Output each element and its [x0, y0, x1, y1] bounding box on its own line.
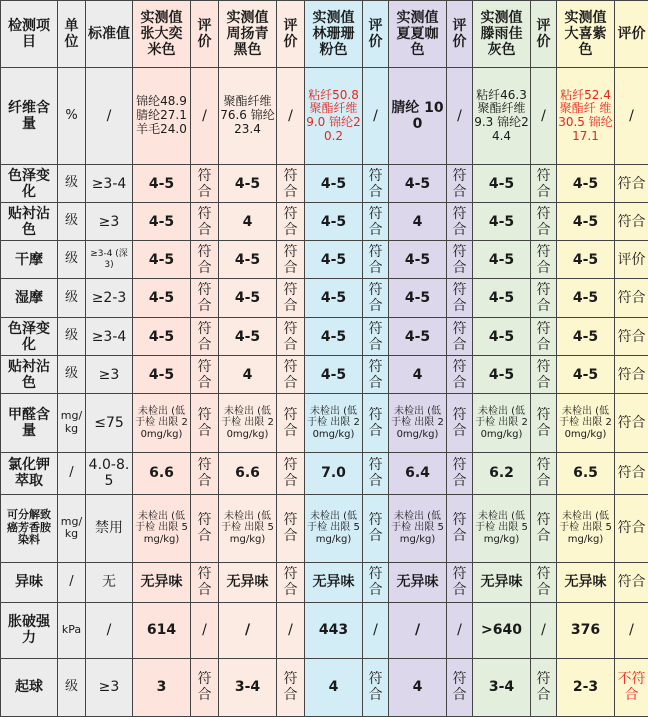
sample-c-value: 未检出 (低于检 出限 20mg/kg) — [305, 394, 363, 452]
header-eval-d: 评价 — [447, 1, 473, 68]
sample-c-value: 4-5 — [305, 356, 363, 394]
sample-a-value: 614 — [133, 602, 191, 658]
row-standard: ≥3-4 — [86, 318, 133, 356]
sample-e-value: 粘纤46.3 聚酯纤维 9.3 锦纶24.4 — [473, 68, 531, 165]
sample-a-value: 4-5 — [133, 203, 191, 241]
sample-e-eval: 符合 — [531, 203, 557, 241]
sample-a-value: 4-5 — [133, 279, 191, 318]
sample-c-value: 粘纤50.8 聚酯纤维 9.0 锦纶20.2 — [305, 68, 363, 165]
sample-c-value: 4-5 — [305, 241, 363, 279]
sample-c-eval: / — [363, 602, 389, 658]
sample-c-value: 4 — [305, 658, 363, 716]
sample-a-value: 未检出 (低于检 出限 20mg/kg) — [133, 394, 191, 452]
sample-b-eval: 符合 — [277, 494, 305, 562]
table-row — [1, 241, 648, 279]
sample-f-value: 未检出 (低于检 出限 20mg/kg) — [557, 394, 615, 452]
sample-b-eval: 符合 — [277, 165, 305, 203]
sample-b-value: 4 — [219, 203, 277, 241]
sample-a-eval: 符合 — [191, 279, 219, 318]
sample-a-eval: 符合 — [191, 562, 219, 602]
header-sample-c: 实测值林珊珊粉色 — [305, 1, 363, 68]
sample-f-eval: 符合 — [615, 494, 648, 562]
header-sample-a: 实测值张大奕米色 — [133, 1, 191, 68]
row-unit: 级 — [58, 165, 86, 203]
sample-e-eval: 符合 — [531, 241, 557, 279]
row-standard: ≥3 — [86, 203, 133, 241]
row-item-label: 湿摩 — [1, 279, 58, 318]
row-item-label: 干摩 — [1, 241, 58, 279]
sample-a-value: 6.6 — [133, 452, 191, 494]
header-sample-f: 实测值大喜紫色 — [557, 1, 615, 68]
sample-c-eval: 符合 — [363, 203, 389, 241]
sample-d-eval: 符合 — [447, 318, 473, 356]
sample-d-value: 未检出 (低于检 出限 20mg/kg) — [389, 394, 447, 452]
sample-d-value: 4-5 — [389, 279, 447, 318]
row-unit: mg/kg — [58, 394, 86, 452]
sample-f-eval: 评价 — [615, 241, 648, 279]
sample-f-value: 2-3 — [557, 658, 615, 716]
sample-e-eval: / — [531, 68, 557, 165]
sample-d-eval: 符合 — [447, 562, 473, 602]
sample-e-eval: 符合 — [531, 165, 557, 203]
header-standard: 标准值 — [86, 1, 133, 68]
sample-a-eval: 符合 — [191, 494, 219, 562]
sample-c-eval: 符合 — [363, 494, 389, 562]
table-row — [1, 658, 648, 716]
sample-a-eval: 符合 — [191, 658, 219, 716]
sample-e-eval: 符合 — [531, 394, 557, 452]
row-standard: 禁用 — [86, 494, 133, 562]
row-item-label: 色泽变化 — [1, 318, 58, 356]
row-unit: / — [58, 452, 86, 494]
row-unit: / — [58, 562, 86, 602]
sample-a-eval: 符合 — [191, 203, 219, 241]
sample-c-value: 无异味 — [305, 562, 363, 602]
sample-f-value: 4-5 — [557, 165, 615, 203]
row-unit: 级 — [58, 658, 86, 716]
header-unit: 单位 — [58, 1, 86, 68]
sample-b-eval: 符合 — [277, 279, 305, 318]
sample-d-value: 4-5 — [389, 318, 447, 356]
sample-b-eval: 符合 — [277, 394, 305, 452]
sample-f-eval-fail: 不符合 — [615, 658, 648, 716]
table-row — [1, 494, 648, 562]
sample-f-value: 4-5 — [557, 279, 615, 318]
sample-f-value: 粘纤52.4 聚酯纤 维30.5 锦纶17.1 — [557, 68, 615, 165]
header-eval-a: 评价 — [191, 1, 219, 68]
sample-d-eval: 符合 — [447, 279, 473, 318]
sample-e-value: 无异味 — [473, 562, 531, 602]
table-row — [1, 279, 648, 318]
sample-b-eval: / — [277, 68, 305, 165]
sample-e-value: 未检出 (低于检 出限 5mg/kg) — [473, 494, 531, 562]
sample-b-eval: 符合 — [277, 562, 305, 602]
sample-c-value: 4-5 — [305, 165, 363, 203]
sample-e-eval: 符合 — [531, 318, 557, 356]
sample-d-value: 4 — [389, 658, 447, 716]
sample-e-value: 4-5 — [473, 318, 531, 356]
row-unit: 级 — [58, 318, 86, 356]
sample-b-value: 未检出 (低于检 出限 5mg/kg) — [219, 494, 277, 562]
sample-f-eval: 符合 — [615, 165, 648, 203]
row-standard: ≥3-4 (深3) — [86, 241, 133, 279]
sample-b-eval: 符合 — [277, 241, 305, 279]
sample-e-value: 6.2 — [473, 452, 531, 494]
row-standard: ≥2-3 — [86, 279, 133, 318]
row-item-label: 异味 — [1, 562, 58, 602]
table-row — [1, 165, 648, 203]
sample-e-eval: 符合 — [531, 494, 557, 562]
table-row — [1, 452, 648, 494]
sample-f-value: 4-5 — [557, 356, 615, 394]
sample-a-value: 4-5 — [133, 318, 191, 356]
sample-e-value: 4-5 — [473, 279, 531, 318]
sample-f-eval: 符合 — [615, 356, 648, 394]
sample-f-value: 未检出 (低于检 出限 5mg/kg) — [557, 494, 615, 562]
sample-e-value: >640 — [473, 602, 531, 658]
sample-b-eval: 符合 — [277, 356, 305, 394]
sample-b-eval: 符合 — [277, 452, 305, 494]
sample-d-value: 腈纶 100 — [389, 68, 447, 165]
sample-d-value: 未检出 (低于检 出限 5mg/kg) — [389, 494, 447, 562]
sample-f-eval: 符合 — [615, 279, 648, 318]
sample-c-value: 4-5 — [305, 318, 363, 356]
sample-c-value: 7.0 — [305, 452, 363, 494]
sample-d-eval: 符合 — [447, 452, 473, 494]
row-item-label: 起球 — [1, 658, 58, 716]
row-item-label: 贴衬沾色 — [1, 203, 58, 241]
table-row — [1, 356, 648, 394]
sample-c-eval: 符合 — [363, 562, 389, 602]
row-standard: ≤75 — [86, 394, 133, 452]
row-unit: 级 — [58, 241, 86, 279]
row-standard: ≥3 — [86, 658, 133, 716]
row-standard: ≥3-4 — [86, 165, 133, 203]
sample-d-value: 4-5 — [389, 241, 447, 279]
sample-e-eval: 符合 — [531, 452, 557, 494]
sample-d-value: 6.4 — [389, 452, 447, 494]
sample-c-value: 4-5 — [305, 279, 363, 318]
sample-d-eval: 符合 — [447, 203, 473, 241]
table-row — [1, 602, 648, 658]
row-unit: 级 — [58, 203, 86, 241]
sample-f-value: 4-5 — [557, 241, 615, 279]
sample-e-value: 4-5 — [473, 356, 531, 394]
sample-d-eval: / — [447, 68, 473, 165]
sample-f-eval: / — [615, 602, 648, 658]
sample-c-eval: 符合 — [363, 452, 389, 494]
sample-a-eval: 符合 — [191, 165, 219, 203]
row-item-label: 甲醛含量 — [1, 394, 58, 452]
row-item-label: 贴衬沾色 — [1, 356, 58, 394]
row-unit: % — [58, 68, 86, 165]
sample-b-value: 6.6 — [219, 452, 277, 494]
sample-f-eval: 符合 — [615, 452, 648, 494]
sample-e-value: 4-5 — [473, 203, 531, 241]
sample-b-value: 3-4 — [219, 658, 277, 716]
sample-c-value: 未检出 (低于检 出限 5mg/kg) — [305, 494, 363, 562]
sample-d-eval: 符合 — [447, 394, 473, 452]
table-row — [1, 318, 648, 356]
row-item-label: 胀破强力 — [1, 602, 58, 658]
sample-e-eval: 符合 — [531, 562, 557, 602]
table-row — [1, 562, 648, 602]
row-standard: / — [86, 68, 133, 165]
sample-a-value: 锦纶48.9 腈纶27.1 羊毛24.0 — [133, 68, 191, 165]
sample-a-value: 4-5 — [133, 356, 191, 394]
sample-f-value: 4-5 — [557, 318, 615, 356]
sample-d-eval: 符合 — [447, 241, 473, 279]
sample-c-eval: 符合 — [363, 356, 389, 394]
sample-d-value: / — [389, 602, 447, 658]
sample-d-eval: 符合 — [447, 494, 473, 562]
header-row — [1, 1, 648, 68]
sample-b-eval: 符合 — [277, 203, 305, 241]
sample-a-value: 4-5 — [133, 165, 191, 203]
sample-e-eval: 符合 — [531, 279, 557, 318]
sample-f-eval: 符合 — [615, 562, 648, 602]
sample-f-eval: 符合 — [615, 203, 648, 241]
sample-e-value: 未检出 (低于检 出限 20mg/kg) — [473, 394, 531, 452]
sample-b-eval: 符合 — [277, 658, 305, 716]
sample-c-value: 4-5 — [305, 203, 363, 241]
sample-e-value: 4-5 — [473, 241, 531, 279]
sample-a-value: 未检出 (低于检 出限 5mg/kg) — [133, 494, 191, 562]
sample-b-value: / — [219, 602, 277, 658]
sample-c-eval: / — [363, 68, 389, 165]
sample-e-eval: 符合 — [531, 658, 557, 716]
sample-b-eval: 符合 — [277, 318, 305, 356]
sample-b-value: 无异味 — [219, 562, 277, 602]
sample-a-eval: / — [191, 68, 219, 165]
sample-b-value: 4 — [219, 356, 277, 394]
row-item-label: 色泽变化 — [1, 165, 58, 203]
sample-a-eval: / — [191, 602, 219, 658]
row-standard: ≥3 — [86, 356, 133, 394]
sample-f-value: 376 — [557, 602, 615, 658]
sample-c-eval: 符合 — [363, 165, 389, 203]
sample-e-eval: 符合 — [531, 356, 557, 394]
sample-a-eval: 符合 — [191, 318, 219, 356]
row-item-label: 氯化钾萃取 — [1, 452, 58, 494]
sample-a-eval: 符合 — [191, 241, 219, 279]
sample-c-eval: 符合 — [363, 279, 389, 318]
sample-f-value: 6.5 — [557, 452, 615, 494]
sample-b-value: 未检出 (低于检 出限 20mg/kg) — [219, 394, 277, 452]
row-unit: kPa — [58, 602, 86, 658]
header-item: 检测项目 — [1, 1, 58, 68]
sample-b-value: 4-5 — [219, 279, 277, 318]
sample-f-value: 无异味 — [557, 562, 615, 602]
sample-a-value: 无异味 — [133, 562, 191, 602]
sample-c-eval: 符合 — [363, 658, 389, 716]
row-unit: mg/kg — [58, 494, 86, 562]
sample-b-value: 聚酯纤维 76.6 锦纶23.4 — [219, 68, 277, 165]
sample-f-value: 4-5 — [557, 203, 615, 241]
sample-f-eval: 符合 — [615, 318, 648, 356]
header-eval-b: 评价 — [277, 1, 305, 68]
sample-d-eval: / — [447, 602, 473, 658]
sample-e-eval: / — [531, 602, 557, 658]
sample-c-eval: 符合 — [363, 318, 389, 356]
sample-a-eval: 符合 — [191, 452, 219, 494]
sample-f-eval: 符合 — [615, 394, 648, 452]
sample-b-value: 4-5 — [219, 318, 277, 356]
row-item-label: 可分解致癌芳香胺染料 — [1, 494, 58, 562]
sample-f-eval: / — [615, 68, 648, 165]
table-row — [1, 394, 648, 452]
sample-d-value: 4 — [389, 203, 447, 241]
header-eval-f: 评价 — [615, 1, 648, 68]
sample-a-value: 3 — [133, 658, 191, 716]
sample-e-value: 4-5 — [473, 165, 531, 203]
sample-d-value: 4-5 — [389, 165, 447, 203]
sample-c-value: 443 — [305, 602, 363, 658]
table-row — [1, 68, 648, 165]
row-unit: 级 — [58, 279, 86, 318]
row-standard: / — [86, 602, 133, 658]
sample-d-value: 4 — [389, 356, 447, 394]
row-unit: 级 — [58, 356, 86, 394]
sample-d-value: 无异味 — [389, 562, 447, 602]
sample-a-eval: 符合 — [191, 394, 219, 452]
sample-b-value: 4-5 — [219, 165, 277, 203]
header-eval-c: 评价 — [363, 1, 389, 68]
row-item-label: 纤维含量 — [1, 68, 58, 165]
sample-b-value: 4-5 — [219, 241, 277, 279]
sample-c-eval: 符合 — [363, 241, 389, 279]
row-standard: 无 — [86, 562, 133, 602]
table-row — [1, 203, 648, 241]
sample-d-eval: 符合 — [447, 356, 473, 394]
sample-a-eval: 符合 — [191, 356, 219, 394]
sample-a-value: 4-5 — [133, 241, 191, 279]
row-standard: 4.0-8.5 — [86, 452, 133, 494]
sample-b-eval: / — [277, 602, 305, 658]
sample-c-eval: 符合 — [363, 394, 389, 452]
sample-d-eval: 符合 — [447, 658, 473, 716]
sample-d-eval: 符合 — [447, 165, 473, 203]
header-sample-b: 实测值周扬青黑色 — [219, 1, 277, 68]
header-sample-d: 实测值夏夏咖色 — [389, 1, 447, 68]
header-eval-e: 评价 — [531, 1, 557, 68]
sample-e-value: 3-4 — [473, 658, 531, 716]
header-sample-e: 实测值滕雨佳灰色 — [473, 1, 531, 68]
